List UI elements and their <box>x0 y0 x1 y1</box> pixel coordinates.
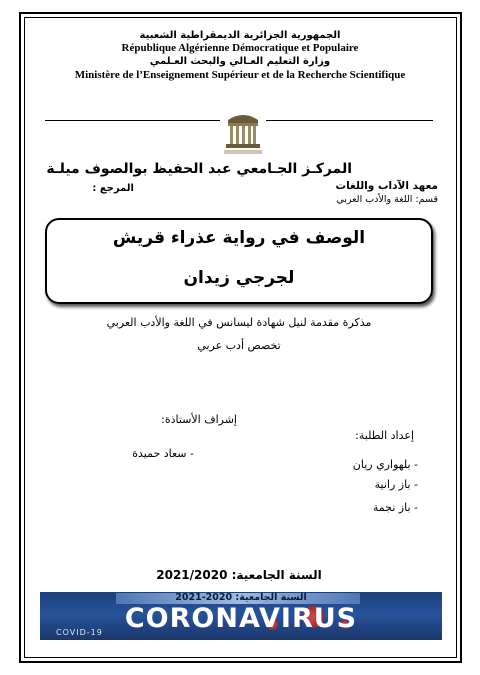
student-name: - باز رانية <box>374 478 418 491</box>
institute: معهد الآداب واللغات <box>335 180 438 192</box>
student-name: - باز نجمة <box>372 501 418 514</box>
student-name: - بلهواري ريان <box>352 458 418 471</box>
banner-year: السنة الجامعية: 2020-2021 <box>175 592 307 603</box>
students-heading: إعداد الطلبة: <box>355 429 414 442</box>
banner-title: CORONAVIRUS <box>124 603 358 634</box>
supervisor-heading: إشراف الأستاذة: <box>161 413 237 426</box>
university-logo <box>220 110 266 158</box>
reference: المرجع : <box>92 183 134 194</box>
ministry-french: Ministère de l’Enseignement Supérieur et de la Recherche Scientifique <box>74 69 406 81</box>
specialty: تخصص أدب عربي <box>197 339 281 352</box>
republic-arabic: الجمهورية الجزائرية الديمقراطية الشعبية <box>139 30 341 41</box>
university-center: المركـز الجـامعي عبد الحفيظ بوالصوف ميلـة <box>46 161 352 177</box>
memo-description: مذكرة مقدمة لنيل شهادة ليسانس في اللغة والأدب العربي <box>106 316 372 329</box>
banner-subtitle: COVID-19 <box>56 628 103 637</box>
academic-year: السنة الجامعية: 2021/2020 <box>156 568 322 582</box>
thesis-title: الوصف في رواية عذراء قريش <box>112 228 366 248</box>
republic-french: République Algérienne Démocratique et Populaire <box>121 42 359 54</box>
ministry-arabic: وزارة التعليم العـالي والبحث العـلمي <box>149 56 331 67</box>
supervisor-name: - سعاد حميدة <box>132 447 194 460</box>
coronavirus-banner <box>40 592 442 640</box>
thesis-author: لجرجي زيدان <box>183 268 295 288</box>
department: قسم: اللغة والأدب العربي <box>336 194 438 205</box>
